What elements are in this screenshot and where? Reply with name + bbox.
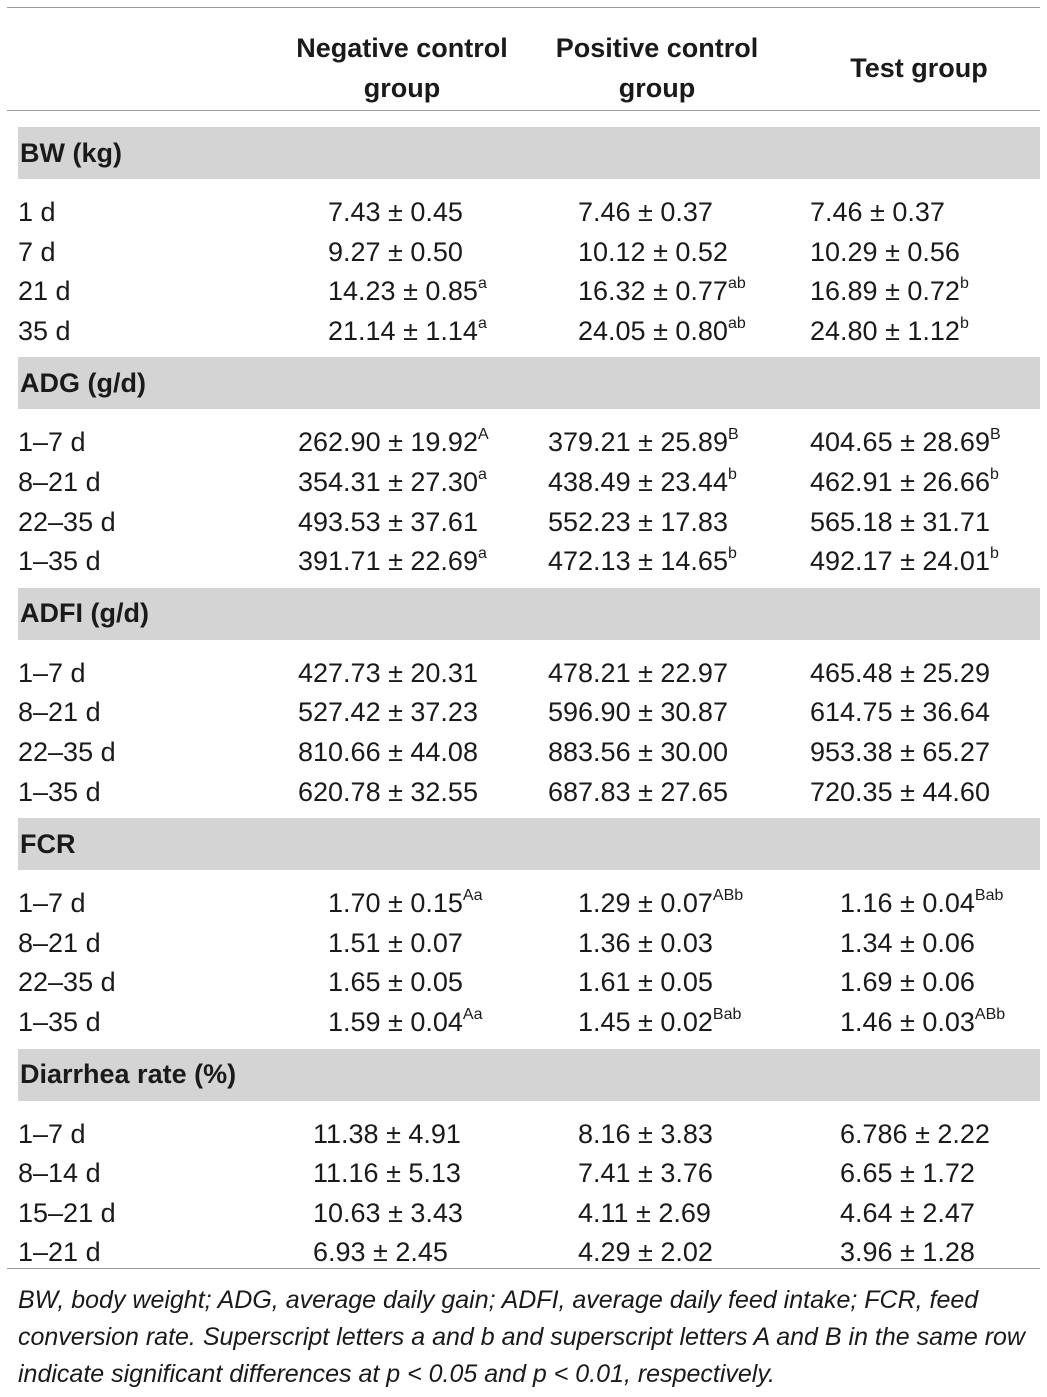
- significance-superscript: ab: [727, 275, 746, 293]
- cell-value: 465.48 ± 25.29: [810, 657, 990, 688]
- value-cell: [328, 1007, 483, 1038]
- cell-value: 565.18 ± 31.71: [810, 506, 990, 537]
- cell-value: 1.36 ± 0.03: [578, 927, 713, 958]
- section-rows: [18, 1101, 1040, 1279]
- cell-value: 11.16 ± 5.13: [313, 1158, 461, 1189]
- value-cell: [313, 1198, 463, 1229]
- cell-value: 687.83 ± 27.65: [548, 776, 728, 807]
- significance-superscript: Aa: [462, 887, 483, 905]
- value-cell: [328, 237, 463, 268]
- cell-value: 1.46 ± 0.03: [840, 1006, 975, 1037]
- cell-value: 24.05 ± 0.80: [578, 315, 728, 346]
- cell-value: 720.35 ± 44.60: [810, 776, 990, 807]
- value-cell: [578, 316, 746, 347]
- cell-value: 1.59 ± 0.04: [328, 1006, 463, 1037]
- row-label: 1–7 d: [18, 888, 86, 919]
- row-label: 7 d: [18, 236, 56, 267]
- cell-value: 1.45 ± 0.02: [578, 1006, 713, 1037]
- significance-superscript: ABb: [974, 1005, 1006, 1023]
- value-cell: [328, 316, 487, 347]
- table-row: [18, 773, 1040, 813]
- cell-value: 596.90 ± 30.87: [548, 697, 728, 728]
- row-label: 8–21 d: [18, 927, 101, 958]
- cell-value: 883.56 ± 30.00: [548, 736, 728, 767]
- value-cell: [548, 546, 737, 577]
- value-cell: [328, 888, 483, 919]
- row-label: 1–35 d: [18, 776, 101, 807]
- cell-value: 24.80 ± 1.12: [810, 315, 960, 346]
- value-cell: [578, 1237, 713, 1268]
- cell-value: 404.65 ± 28.69: [810, 427, 990, 458]
- table-row: [18, 503, 1040, 543]
- cell-value: 1.70 ± 0.15: [328, 888, 463, 919]
- cell-value: 620.78 ± 32.55: [298, 776, 478, 807]
- value-cell: [810, 507, 990, 538]
- value-cell: [840, 1158, 975, 1189]
- value-cell: [840, 1119, 990, 1150]
- row-label: 1–21 d: [18, 1237, 101, 1268]
- value-cell: [313, 1237, 448, 1268]
- cell-value: 7.46 ± 0.37: [810, 197, 945, 227]
- cell-value: 354.31 ± 27.30: [298, 466, 478, 497]
- cell-value: 427.73 ± 20.31: [298, 657, 478, 688]
- cell-value: 614.75 ± 36.64: [810, 697, 990, 728]
- section-rows: [18, 870, 1040, 1048]
- value-cell: [840, 1198, 975, 1229]
- section-rows: [18, 640, 1040, 818]
- value-cell: [840, 1237, 975, 1268]
- value-cell: [298, 697, 478, 728]
- table-row: [18, 884, 1040, 924]
- cell-value: 527.42 ± 37.23: [298, 697, 478, 728]
- cell-value: 810.66 ± 44.08: [298, 736, 478, 767]
- row-label: 1 d: [18, 197, 56, 227]
- significance-superscript: a: [477, 275, 487, 293]
- table-header: [0, 28, 1047, 108]
- significance-superscript: Bab: [712, 1005, 742, 1023]
- row-label: 1–35 d: [18, 1006, 101, 1037]
- row-label: 21 d: [18, 276, 71, 307]
- section-rows: [18, 409, 1040, 587]
- cell-value: 472.13 ± 14.65: [548, 546, 728, 577]
- cell-value: 4.29 ± 2.02: [578, 1237, 713, 1268]
- cell-value: 4.11 ± 2.69: [578, 1197, 711, 1228]
- row-label: 15–21 d: [18, 1197, 116, 1228]
- cell-value: 462.91 ± 26.66: [810, 466, 990, 497]
- cell-value: 14.23 ± 0.85: [328, 276, 478, 307]
- value-cell: [578, 1119, 713, 1150]
- cell-value: 391.71 ± 22.69: [298, 546, 478, 577]
- significance-superscript: Bab: [974, 887, 1004, 905]
- value-cell: [810, 777, 990, 808]
- cell-value: 552.23 ± 17.83: [548, 506, 728, 537]
- row-label: 35 d: [18, 315, 71, 346]
- value-cell: [810, 467, 999, 498]
- section-header: ADG (g/d): [18, 357, 1040, 409]
- top-rule: [7, 7, 1040, 8]
- significance-superscript: a: [477, 465, 487, 483]
- row-label: 8–21 d: [18, 697, 101, 728]
- cell-value: 1.69 ± 0.06: [840, 967, 975, 998]
- table-row: [18, 233, 1040, 273]
- table-row: [18, 654, 1040, 694]
- value-cell: [840, 928, 975, 959]
- value-cell: [578, 1007, 741, 1038]
- significance-superscript: b: [959, 275, 969, 293]
- significance-superscript: b: [989, 545, 999, 563]
- value-cell: [298, 777, 478, 808]
- value-cell: [578, 197, 713, 228]
- cell-value: 6.93 ± 2.45: [313, 1237, 448, 1268]
- cell-value: 7.46 ± 0.37: [578, 197, 713, 227]
- cell-value: 21.14 ± 1.14: [328, 315, 478, 346]
- cell-value: 438.49 ± 23.44: [548, 466, 728, 497]
- value-cell: [810, 276, 969, 307]
- table-row: [18, 1233, 1040, 1273]
- value-cell: [578, 1158, 713, 1189]
- table-row: [18, 924, 1040, 964]
- value-cell: [548, 737, 728, 768]
- value-cell: [810, 237, 960, 268]
- value-cell: [548, 777, 728, 808]
- significance-superscript: A: [477, 426, 489, 444]
- value-cell: [548, 697, 728, 728]
- cell-value: 16.32 ± 0.77: [578, 276, 728, 307]
- value-cell: [578, 928, 713, 959]
- row-label: 1–7 d: [18, 657, 86, 688]
- significance-superscript: ab: [727, 314, 746, 332]
- significance-superscript: ABb: [712, 887, 744, 905]
- cell-value: 953.38 ± 65.27: [810, 736, 990, 767]
- row-label: 1–7 d: [18, 1118, 86, 1149]
- value-cell: [548, 427, 739, 458]
- significance-superscript: B: [989, 426, 1001, 444]
- row-label: 8–21 d: [18, 466, 101, 497]
- row-label: 1–35 d: [18, 546, 101, 577]
- cell-value: 16.89 ± 0.72: [810, 276, 960, 307]
- row-label: 22–35 d: [18, 736, 116, 767]
- table-row: [18, 193, 1040, 233]
- significance-superscript: b: [989, 465, 999, 483]
- cell-value: 1.16 ± 0.04: [840, 888, 975, 919]
- section-header: FCR: [18, 818, 1040, 870]
- value-cell: [578, 276, 746, 307]
- row-label: 8–14 d: [18, 1158, 101, 1189]
- table-body: [18, 127, 1040, 1279]
- value-cell: [810, 697, 990, 728]
- value-cell: [548, 507, 728, 538]
- table-row: [18, 463, 1040, 503]
- value-cell: [810, 737, 990, 768]
- section-header: ADFI (g/d): [18, 588, 1040, 640]
- significance-superscript: b: [727, 545, 737, 563]
- section-header: Diarrhea rate (%): [18, 1049, 1040, 1101]
- footer-rule: [7, 1268, 1040, 1269]
- table-row: [18, 272, 1040, 312]
- table-row: [18, 1003, 1040, 1043]
- value-cell: [328, 276, 487, 307]
- value-cell: [298, 658, 478, 689]
- cell-value: 7.41 ± 3.76: [578, 1158, 713, 1189]
- significance-superscript: a: [477, 314, 487, 332]
- cell-value: 10.29 ± 0.56: [810, 236, 960, 267]
- row-label: 22–35 d: [18, 506, 116, 537]
- value-cell: [298, 427, 489, 458]
- cell-value: 493.53 ± 37.61: [298, 506, 478, 537]
- table-row: [18, 693, 1040, 733]
- cell-value: 9.27 ± 0.50: [328, 236, 463, 267]
- value-cell: [810, 197, 945, 228]
- row-label: 1–7 d: [18, 427, 86, 458]
- table-row: [18, 542, 1040, 582]
- significance-superscript: b: [727, 465, 737, 483]
- value-cell: [810, 316, 969, 347]
- value-cell: [578, 967, 713, 998]
- value-cell: [328, 197, 463, 228]
- cell-value: 10.63 ± 3.43: [313, 1197, 463, 1228]
- table-row: [18, 1115, 1040, 1155]
- value-cell: [328, 967, 463, 998]
- value-cell: [840, 888, 1003, 919]
- cell-value: 262.90 ± 19.92: [298, 427, 478, 458]
- value-cell: [548, 658, 728, 689]
- cell-value: 1.51 ± 0.07: [328, 927, 463, 958]
- row-label: 22–35 d: [18, 967, 116, 998]
- cell-value: 4.64 ± 2.47: [840, 1197, 975, 1228]
- section-header: BW (kg): [18, 127, 1040, 179]
- section-rows: [18, 179, 1040, 357]
- value-cell: [313, 1158, 461, 1189]
- cell-value: 3.96 ± 1.28: [840, 1237, 975, 1268]
- table-row: [18, 963, 1040, 1003]
- value-cell: [313, 1119, 461, 1150]
- header-negative-control: Negative control group: [296, 33, 508, 103]
- value-cell: [840, 1007, 1005, 1038]
- value-cell: [810, 658, 990, 689]
- cell-value: 492.17 ± 24.01: [810, 546, 990, 577]
- cell-value: 1.61 ± 0.05: [578, 967, 713, 998]
- value-cell: [578, 237, 728, 268]
- significance-superscript: Aa: [462, 1005, 483, 1023]
- header-rule: [7, 110, 1040, 111]
- significance-superscript: B: [727, 426, 739, 444]
- value-cell: [298, 546, 487, 577]
- value-cell: [298, 737, 478, 768]
- cell-value: 379.21 ± 25.89: [548, 427, 728, 458]
- value-cell: [840, 967, 975, 998]
- table-row: [18, 1154, 1040, 1194]
- table-footnote: BW, body weight; ADG, average daily gain; ADFI, average daily feed intake; FCR, feed conversion rate. Superscript letters a and b and superscript letters A and B in the same row indicate significant differences at p < 0.05 and p < 0.01, respectively.: [18, 1286, 1025, 1388]
- cell-value: 7.43 ± 0.45: [328, 197, 463, 227]
- header-positive-control: Positive control group: [555, 33, 759, 103]
- cell-value: 10.12 ± 0.52: [578, 236, 728, 267]
- value-cell: [578, 1198, 711, 1229]
- value-cell: [548, 467, 737, 498]
- value-cell: [578, 888, 743, 919]
- significance-superscript: a: [477, 545, 487, 563]
- table-row: [18, 733, 1040, 773]
- cell-value: 1.65 ± 0.05: [328, 967, 463, 998]
- cell-value: 478.21 ± 22.97: [548, 657, 728, 688]
- table-row: [18, 423, 1040, 463]
- cell-value: 11.38 ± 4.91: [313, 1118, 461, 1149]
- value-cell: [810, 546, 999, 577]
- header-test-group: Test group: [850, 53, 988, 83]
- cell-value: 1.29 ± 0.07: [578, 888, 713, 919]
- significance-superscript: b: [959, 314, 969, 332]
- table-row: [18, 1194, 1040, 1234]
- value-cell: [328, 928, 463, 959]
- cell-value: 6.65 ± 1.72: [840, 1158, 975, 1189]
- cell-value: 6.786 ± 2.22: [840, 1118, 990, 1149]
- table-row: [18, 312, 1040, 352]
- value-cell: [298, 467, 487, 498]
- cell-value: 1.34 ± 0.06: [840, 927, 975, 958]
- value-cell: [298, 507, 478, 538]
- cell-value: 8.16 ± 3.83: [578, 1118, 713, 1149]
- value-cell: [810, 427, 1001, 458]
